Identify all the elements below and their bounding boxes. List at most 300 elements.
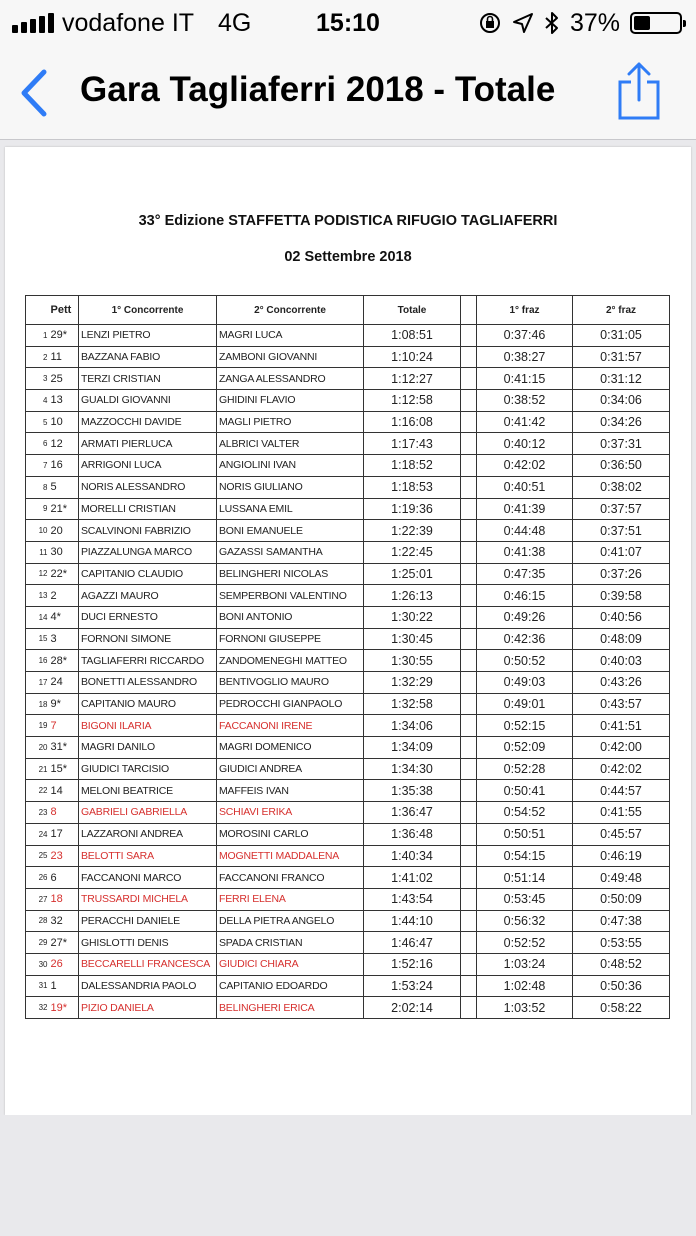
share-button[interactable]: [612, 60, 666, 122]
rank-cell: 4: [26, 390, 49, 412]
blank-cell: [461, 715, 477, 737]
runner1-cell: LENZI PIETRO: [79, 325, 217, 347]
runner2-cell: NORIS GIULIANO: [217, 476, 364, 498]
bib-cell: 19*: [49, 997, 79, 1019]
runner2-cell: MOGNETTI MADDALENA: [217, 845, 364, 867]
runner2-cell: LUSSANA EMIL: [217, 498, 364, 520]
blank-cell: [461, 585, 477, 607]
split2-cell: 0:43:57: [573, 693, 670, 715]
runner2-cell: MAFFEIS IVAN: [217, 780, 364, 802]
bib-cell: 24: [49, 672, 79, 694]
bib-cell: 18: [49, 888, 79, 910]
split1-cell: 0:41:15: [477, 368, 573, 390]
bib-cell: 10: [49, 411, 79, 433]
runner1-cell: AGAZZI MAURO: [79, 585, 217, 607]
table-row: [26, 975, 670, 997]
runner2-cell: BELINGHERI NICOLAS: [217, 563, 364, 585]
split1-cell: 0:49:01: [477, 693, 573, 715]
split1-cell: 0:52:15: [477, 715, 573, 737]
split2-cell: 0:34:26: [573, 411, 670, 433]
split2-cell: 0:50:36: [573, 975, 670, 997]
table-row: [26, 606, 670, 628]
blank-cell: [461, 433, 477, 455]
total-time-cell: 1:10:24: [364, 346, 461, 368]
split1-cell: 1:03:52: [477, 997, 573, 1019]
total-time-cell: 1:08:51: [364, 325, 461, 347]
total-time-cell: 1:44:10: [364, 910, 461, 932]
runner2-cell: FACCANONI IRENE: [217, 715, 364, 737]
header-rank: [26, 296, 49, 325]
runner1-cell: BECCARELLI FRANCESCA: [79, 953, 217, 975]
bib-cell: 30: [49, 541, 79, 563]
split1-cell: 0:38:27: [477, 346, 573, 368]
table-row: [26, 888, 670, 910]
runner1-cell: ARRIGONI LUCA: [79, 455, 217, 477]
table-row: [26, 455, 670, 477]
split2-cell: 0:40:56: [573, 606, 670, 628]
table-row: [26, 737, 670, 759]
blank-cell: [461, 758, 477, 780]
table-row: [26, 498, 670, 520]
rank-cell: 21: [26, 758, 49, 780]
runner2-cell: GHIDINI FLAVIO: [217, 390, 364, 412]
document-date: 02 Settembre 2018: [284, 249, 412, 265]
table-row: [26, 693, 670, 715]
total-time-cell: 1:17:43: [364, 433, 461, 455]
runner1-cell: TERZI CRISTIAN: [79, 368, 217, 390]
split2-cell: 0:42:00: [573, 737, 670, 759]
total-time-cell: 1:52:16: [364, 953, 461, 975]
split2-cell: 0:37:31: [573, 433, 670, 455]
table-row: [26, 802, 670, 824]
runner2-cell: GAZASSI SAMANTHA: [217, 541, 364, 563]
split1-cell: 0:52:09: [477, 737, 573, 759]
runner1-cell: MAGRI DANILO: [79, 737, 217, 759]
rank-cell: 5: [26, 411, 49, 433]
rank-cell: 6: [26, 433, 49, 455]
clock: 15:10: [316, 9, 380, 37]
split1-cell: 0:50:51: [477, 823, 573, 845]
blank-cell: [461, 411, 477, 433]
split1-cell: 0:47:35: [477, 563, 573, 585]
rank-cell: 19: [26, 715, 49, 737]
table-row: [26, 390, 670, 412]
header-split1: 1° fraz: [477, 296, 573, 325]
blank-cell: [461, 823, 477, 845]
runner2-cell: ZANGA ALESSANDRO: [217, 368, 364, 390]
rank-cell: 18: [26, 693, 49, 715]
split1-cell: 0:52:28: [477, 758, 573, 780]
total-time-cell: 1:12:58: [364, 390, 461, 412]
blank-cell: [461, 997, 477, 1019]
bluetooth-icon: [544, 11, 560, 35]
split1-cell: 0:53:45: [477, 888, 573, 910]
split1-cell: 1:03:24: [477, 953, 573, 975]
rank-cell: 25: [26, 845, 49, 867]
table-row: [26, 953, 670, 975]
table-row: [26, 325, 670, 347]
split2-cell: 0:44:57: [573, 780, 670, 802]
runner1-cell: DALESSANDRIA PAOLO: [79, 975, 217, 997]
rank-cell: 16: [26, 650, 49, 672]
header-split2: 2° fraz: [573, 296, 670, 325]
table-row: [26, 932, 670, 954]
runner1-cell: CAPITANIO MAURO: [79, 693, 217, 715]
rank-cell: 2: [26, 346, 49, 368]
split2-cell: 0:46:19: [573, 845, 670, 867]
header-runner2: 2° Concorrente: [217, 296, 364, 325]
blank-cell: [461, 498, 477, 520]
bib-cell: 6: [49, 867, 79, 889]
battery-percent: 37%: [569, 8, 620, 37]
total-time-cell: 1:18:53: [364, 476, 461, 498]
runner2-cell: BENTIVOGLIO MAURO: [217, 672, 364, 694]
status-bar: [0, 0, 696, 46]
table-row: [26, 780, 670, 802]
runner2-cell: ANGIOLINI IVAN: [217, 455, 364, 477]
results-body: [26, 325, 670, 1019]
table-row: [26, 672, 670, 694]
blank-cell: [461, 910, 477, 932]
blank-cell: [461, 390, 477, 412]
blank-cell: [461, 780, 477, 802]
bib-cell: 9*: [49, 693, 79, 715]
runner2-cell: ALBRICI VALTER: [217, 433, 364, 455]
bib-cell: 32: [49, 910, 79, 932]
runner2-cell: SPADA CRISTIAN: [217, 932, 364, 954]
table-row: [26, 845, 670, 867]
table-row: [26, 758, 670, 780]
runner2-cell: MAGLI PIETRO: [217, 411, 364, 433]
rank-cell: 30: [26, 953, 49, 975]
rank-cell: 29: [26, 932, 49, 954]
blank-cell: [461, 476, 477, 498]
blank-cell: [461, 802, 477, 824]
runner1-cell: FACCANONI MARCO: [79, 867, 217, 889]
split2-cell: 0:31:12: [573, 368, 670, 390]
share-icon: [612, 60, 666, 122]
runner2-cell: DELLA PIETRA ANGELO: [217, 910, 364, 932]
runner2-cell: BELINGHERI ERICA: [217, 997, 364, 1019]
bib-cell: 22*: [49, 563, 79, 585]
bib-cell: 5: [49, 476, 79, 498]
total-time-cell: 1:46:47: [364, 932, 461, 954]
total-time-cell: 1:35:38: [364, 780, 461, 802]
rank-cell: 31: [26, 975, 49, 997]
bib-cell: 8: [49, 802, 79, 824]
runner1-cell: MORELLI CRISTIAN: [79, 498, 217, 520]
runner2-cell: BONI EMANUELE: [217, 520, 364, 542]
bib-cell: 28*: [49, 650, 79, 672]
bib-cell: 13: [49, 390, 79, 412]
rank-cell: 28: [26, 910, 49, 932]
split2-cell: 0:42:02: [573, 758, 670, 780]
runner1-cell: LAZZARONI ANDREA: [79, 823, 217, 845]
split1-cell: 0:41:42: [477, 411, 573, 433]
split1-cell: 0:51:14: [477, 867, 573, 889]
table-row: [26, 368, 670, 390]
runner1-cell: ARMATI PIERLUCA: [79, 433, 217, 455]
battery-fill: [634, 16, 650, 30]
split2-cell: 0:47:38: [573, 910, 670, 932]
document-page[interactable]: [5, 147, 691, 1115]
runner1-cell: MAZZOCCHI DAVIDE: [79, 411, 217, 433]
total-time-cell: 1:16:08: [364, 411, 461, 433]
total-time-cell: 2:02:14: [364, 997, 461, 1019]
runner1-cell: DUCI ERNESTO: [79, 606, 217, 628]
runner2-cell: MOROSINI CARLO: [217, 823, 364, 845]
blank-cell: [461, 563, 477, 585]
rank-cell: 32: [26, 997, 49, 1019]
split2-cell: 0:37:57: [573, 498, 670, 520]
bib-cell: 17: [49, 823, 79, 845]
table-row: [26, 411, 670, 433]
split2-cell: 0:41:55: [573, 802, 670, 824]
runner1-cell: PIAZZALUNGA MARCO: [79, 541, 217, 563]
rank-cell: 20: [26, 737, 49, 759]
location-icon: [512, 12, 534, 34]
blank-cell: [461, 520, 477, 542]
bib-cell: 7: [49, 715, 79, 737]
battery-icon: [630, 12, 682, 34]
runner2-cell: FACCANONI FRANCO: [217, 867, 364, 889]
blank-cell: [461, 628, 477, 650]
split1-cell: 0:41:39: [477, 498, 573, 520]
table-row: [26, 585, 670, 607]
split1-cell: 0:42:36: [477, 628, 573, 650]
total-time-cell: 1:22:39: [364, 520, 461, 542]
total-time-cell: 1:32:58: [364, 693, 461, 715]
blank-cell: [461, 672, 477, 694]
runner1-cell: BIGONI ILARIA: [79, 715, 217, 737]
runner1-cell: FORNONI SIMONE: [79, 628, 217, 650]
blank-cell: [461, 867, 477, 889]
bib-cell: 16: [49, 455, 79, 477]
total-time-cell: 1:43:54: [364, 888, 461, 910]
table-row: [26, 476, 670, 498]
total-time-cell: 1:25:01: [364, 563, 461, 585]
blank-cell: [461, 368, 477, 390]
rank-cell: 7: [26, 455, 49, 477]
split1-cell: 1:02:48: [477, 975, 573, 997]
bib-cell: 23: [49, 845, 79, 867]
blank-cell: [461, 888, 477, 910]
runner2-cell: MAGRI LUCA: [217, 325, 364, 347]
split2-cell: 0:34:06: [573, 390, 670, 412]
total-time-cell: 1:34:09: [364, 737, 461, 759]
blank-cell: [461, 953, 477, 975]
total-time-cell: 1:26:13: [364, 585, 461, 607]
split1-cell: 0:50:52: [477, 650, 573, 672]
table-header-row: [26, 296, 670, 325]
total-time-cell: 1:41:02: [364, 867, 461, 889]
split1-cell: 0:46:15: [477, 585, 573, 607]
bib-cell: 29*: [49, 325, 79, 347]
blank-cell: [461, 693, 477, 715]
split2-cell: 0:36:50: [573, 455, 670, 477]
back-button[interactable]: [14, 68, 54, 118]
total-time-cell: 1:30:22: [364, 606, 461, 628]
rank-cell: 15: [26, 628, 49, 650]
bib-cell: 21*: [49, 498, 79, 520]
split2-cell: 0:58:22: [573, 997, 670, 1019]
bib-cell: 15*: [49, 758, 79, 780]
total-time-cell: 1:12:27: [364, 368, 461, 390]
rank-cell: 3: [26, 368, 49, 390]
runner1-cell: GIUDICI TARCISIO: [79, 758, 217, 780]
split2-cell: 0:48:52: [573, 953, 670, 975]
bib-cell: 11: [49, 346, 79, 368]
bib-cell: 26: [49, 953, 79, 975]
bib-cell: 4*: [49, 606, 79, 628]
table-row: [26, 823, 670, 845]
rank-cell: 27: [26, 888, 49, 910]
runner2-cell: CAPITANIO EDOARDO: [217, 975, 364, 997]
runner2-cell: MAGRI DOMENICO: [217, 737, 364, 759]
bib-cell: 3: [49, 628, 79, 650]
table-row: [26, 867, 670, 889]
carrier-label: vodafone IT: [62, 8, 195, 37]
header-total: Totale: [364, 296, 461, 325]
table-row: [26, 563, 670, 585]
split1-cell: 0:44:48: [477, 520, 573, 542]
rank-cell: 13: [26, 585, 49, 607]
runner1-cell: BELOTTI SARA: [79, 845, 217, 867]
runner1-cell: GUALDI GIOVANNI: [79, 390, 217, 412]
total-time-cell: 1:19:36: [364, 498, 461, 520]
header-blank: [461, 296, 477, 325]
table-row: [26, 346, 670, 368]
table-row: [26, 997, 670, 1019]
runner2-cell: PEDROCCHI GIANPAOLO: [217, 693, 364, 715]
total-time-cell: 1:53:24: [364, 975, 461, 997]
bib-cell: 27*: [49, 932, 79, 954]
total-time-cell: 1:36:48: [364, 823, 461, 845]
blank-cell: [461, 606, 477, 628]
split1-cell: 0:54:15: [477, 845, 573, 867]
bib-cell: 14: [49, 780, 79, 802]
split2-cell: 0:49:48: [573, 867, 670, 889]
navigation-bar: [0, 46, 696, 140]
total-time-cell: 1:34:06: [364, 715, 461, 737]
rank-cell: 9: [26, 498, 49, 520]
runner1-cell: TAGLIAFERRI RICCARDO: [79, 650, 217, 672]
split2-cell: 0:38:02: [573, 476, 670, 498]
rank-cell: 23: [26, 802, 49, 824]
table-row: [26, 433, 670, 455]
blank-cell: [461, 975, 477, 997]
runner2-cell: SCHIAVI ERIKA: [217, 802, 364, 824]
split1-cell: 0:52:52: [477, 932, 573, 954]
rank-cell: 10: [26, 520, 49, 542]
bib-cell: 20: [49, 520, 79, 542]
runner1-cell: BONETTI ALESSANDRO: [79, 672, 217, 694]
blank-cell: [461, 455, 477, 477]
rank-cell: 8: [26, 476, 49, 498]
table-row: [26, 650, 670, 672]
runner1-cell: BAZZANA FABIO: [79, 346, 217, 368]
split2-cell: 0:41:07: [573, 541, 670, 563]
blank-cell: [461, 650, 477, 672]
split2-cell: 0:41:51: [573, 715, 670, 737]
split1-cell: 0:40:51: [477, 476, 573, 498]
total-time-cell: 1:36:47: [364, 802, 461, 824]
split2-cell: 0:37:26: [573, 563, 670, 585]
total-time-cell: 1:32:29: [364, 672, 461, 694]
split2-cell: 0:31:05: [573, 325, 670, 347]
split2-cell: 0:43:26: [573, 672, 670, 694]
total-time-cell: 1:34:30: [364, 758, 461, 780]
bib-cell: 12: [49, 433, 79, 455]
runner2-cell: GIUDICI ANDREA: [217, 758, 364, 780]
rank-cell: 17: [26, 672, 49, 694]
rank-cell: 22: [26, 780, 49, 802]
table-row: [26, 520, 670, 542]
bib-cell: 1: [49, 975, 79, 997]
rank-cell: 26: [26, 867, 49, 889]
blank-cell: [461, 932, 477, 954]
rank-cell: 1: [26, 325, 49, 347]
header-bib: Pett: [49, 296, 79, 325]
split2-cell: 0:50:09: [573, 888, 670, 910]
rank-cell: 24: [26, 823, 49, 845]
split1-cell: 0:56:32: [477, 910, 573, 932]
runner1-cell: SCALVINONI FABRIZIO: [79, 520, 217, 542]
rank-cell: 11: [26, 541, 49, 563]
split2-cell: 0:48:09: [573, 628, 670, 650]
split1-cell: 0:38:52: [477, 390, 573, 412]
split1-cell: 0:54:52: [477, 802, 573, 824]
runner1-cell: GHISLOTTI DENIS: [79, 932, 217, 954]
split1-cell: 0:50:41: [477, 780, 573, 802]
split1-cell: 0:37:46: [477, 325, 573, 347]
runner1-cell: TRUSSARDI MICHELA: [79, 888, 217, 910]
bottom-area: [0, 1115, 696, 1236]
runner1-cell: CAPITANIO CLAUDIO: [79, 563, 217, 585]
split2-cell: 0:53:55: [573, 932, 670, 954]
blank-cell: [461, 541, 477, 563]
table-row: [26, 628, 670, 650]
total-time-cell: 1:30:55: [364, 650, 461, 672]
network-label: 4G: [218, 8, 252, 37]
bib-cell: 31*: [49, 737, 79, 759]
page-title: Gara Tagliaferri 2018 - Totale: [80, 70, 556, 109]
table-row: [26, 715, 670, 737]
orientation-lock-icon: [478, 11, 502, 35]
runner2-cell: GIUDICI CHIARA: [217, 953, 364, 975]
total-time-cell: 1:40:34: [364, 845, 461, 867]
runner2-cell: BONI ANTONIO: [217, 606, 364, 628]
split1-cell: 0:41:38: [477, 541, 573, 563]
rank-cell: 12: [26, 563, 49, 585]
runner2-cell: ZAMBONI GIOVANNI: [217, 346, 364, 368]
split2-cell: 0:31:57: [573, 346, 670, 368]
runner1-cell: PERACCHI DANIELE: [79, 910, 217, 932]
results-table: [25, 295, 670, 1019]
table-row: [26, 541, 670, 563]
split2-cell: 0:37:51: [573, 520, 670, 542]
status-right: [478, 9, 682, 37]
runner2-cell: FERRI ELENA: [217, 888, 364, 910]
header-runner1: 1° Concorrente: [79, 296, 217, 325]
total-time-cell: 1:18:52: [364, 455, 461, 477]
runner2-cell: ZANDOMENEGHI MATTEO: [217, 650, 364, 672]
split1-cell: 0:42:02: [477, 455, 573, 477]
bib-cell: 25: [49, 368, 79, 390]
blank-cell: [461, 737, 477, 759]
split2-cell: 0:40:03: [573, 650, 670, 672]
split2-cell: 0:39:58: [573, 585, 670, 607]
